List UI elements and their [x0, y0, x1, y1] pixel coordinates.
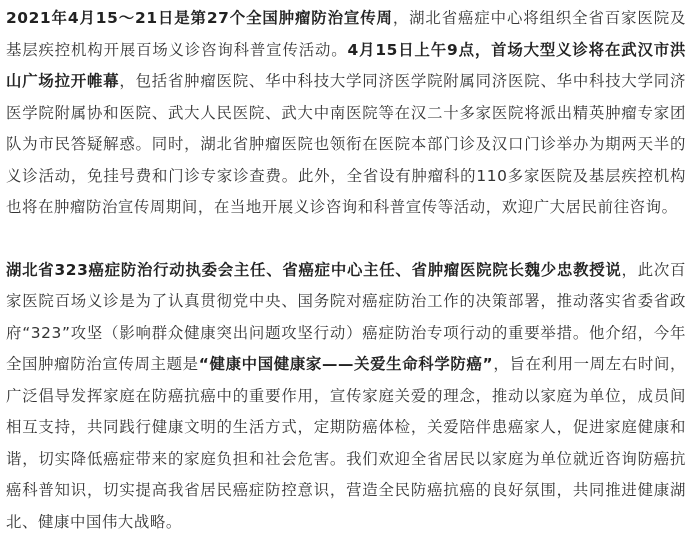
theme-highlight: “健康中国健康家——关爱生命科学防癌”: [198, 355, 494, 373]
paragraph-1-text-b: ，包括省肿瘤医院、华中科技大学同济医学院附属同济医院、华中科技大学同济医学院附属协和医院、武大人民医院、武大中南医院等在汉二十多家医院将派出精英肿瘤专家团队为市民答疑解惑。同时，湖北省肿瘤医院也领衔在医院本部门诊及汉口门诊举办为期两天半的义诊活动，免挂号费和门诊专家诊查费。此外，全省设有肿瘤科的110多家医院及基层疾控机构也将在肿瘤防治宣传周期间，在当地开展义诊咨询和科普宣传等活动，欢迎广大居民前往咨询。: [6, 72, 686, 216]
speaker-highlight: 湖北省323癌症防治行动执委会主任、省癌症中心主任、省肿瘤医院院长魏少忠教授说: [6, 260, 622, 279]
event-date-highlight: 2021年4月15～21日是第27个全国肿瘤防治宣传周: [6, 9, 393, 27]
article: [0, 3, 698, 538]
paragraph-gap: [6, 224, 686, 255]
paragraph-2-text-a: ，此次百家医院百场义诊是为了认真贯彻党中央、国务院对癌症防治工作的决策部署，推动落实省委省政府“323”攻坚（影响群众健康突出问题攻坚行动）癌症防治专项行动的重要举措。他介绍，今年全国肿瘤防治宣传周主题是: [6, 260, 686, 373]
paragraph-2: [6, 255, 686, 539]
paragraph-1-text-a: ，湖北省癌症中心将组织全省百家医院及基层疾控机构开展百场义诊咨询科普宣传活动。: [6, 9, 686, 59]
paragraph-1: [6, 3, 686, 224]
paragraph-2-text-b: ，旨在利用一周左右时间，广泛倡导发挥家庭在防癌抗癌中的重要作用，宣传家庭关爱的理念，推动以家庭为单位，成员间相互支持，共同践行健康文明的生活方式，定期防癌体检，关爱陪伴患癌家人，促进家庭健康和谐，切实降低癌症带来的家庭负担和社会危害。我们欢迎全省居民以家庭为单位就近咨询防癌抗癌科普知识，切实提高我省居民癌症防控意识，营造全民防癌抗癌的良好氛围，共同推进健康湖北、健康中国伟大战略。: [6, 355, 686, 531]
clinic-kickoff-highlight: 4月15日上午9点，首场大型义诊将在武汉市洪山广场拉开帷幕: [6, 40, 686, 90]
